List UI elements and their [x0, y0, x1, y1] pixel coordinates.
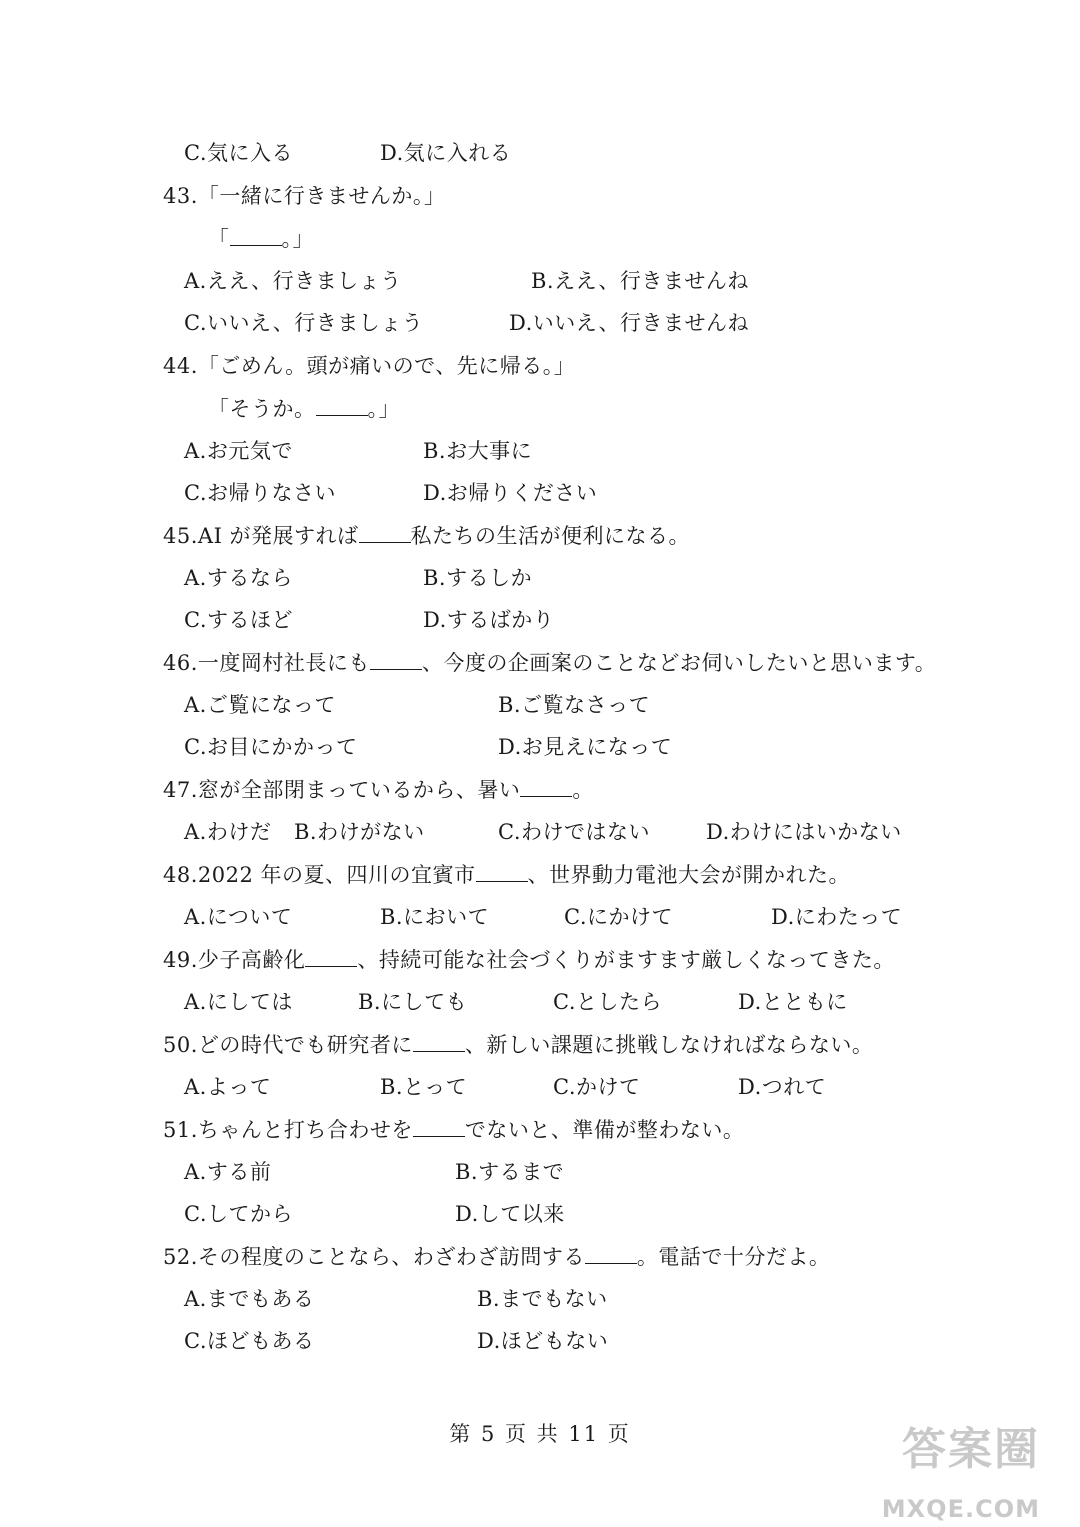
question-43-reply: 「 。」 — [208, 227, 314, 251]
question-48-stem: 48.2022 年の夏、四川の宜賓市 、世界動力電池大会が開かれた。 — [163, 863, 851, 887]
option-d: D.お見えになって — [498, 735, 673, 759]
option-b: B.お大事に — [423, 439, 533, 463]
option-a: A.について — [184, 905, 293, 929]
option-a: A.お元気で — [184, 439, 293, 463]
question-49-stem: 49.少子高齢化 、持続可能な社会づくりがますます厳しくなってきた。 — [163, 948, 895, 972]
option-a: A.ご覧になって — [184, 693, 336, 717]
option-c: C.いいえ、行きましょう — [184, 311, 424, 335]
option-b: B.にしても — [358, 990, 468, 1014]
option-a: A.ええ、行きましょう — [184, 269, 402, 293]
option-d: D.するばかり — [423, 608, 555, 632]
answer-blank — [359, 524, 411, 543]
watermark-logo — [860, 1413, 1040, 1523]
question-44-reply: 「そうか。 。」 — [208, 397, 400, 421]
option-d: D.つれて — [738, 1075, 827, 1099]
answer-blank — [585, 1245, 637, 1264]
option-d: D.とともに — [738, 990, 848, 1014]
option-b: B.とって — [380, 1075, 468, 1099]
question-45-stem: 45.AI が発展すれば 私たちの生活が便利になる。 — [163, 524, 691, 548]
option-d: D.いいえ、行きませんね — [509, 311, 750, 335]
option-b: B.ご覧なさって — [498, 693, 651, 717]
answer-blank — [316, 397, 368, 416]
option-d: D.わけにはいかない — [706, 820, 902, 844]
option-b: B.までもない — [477, 1287, 608, 1311]
option-a: A.にしては — [184, 990, 293, 1014]
option-a: A.するなら — [184, 566, 293, 590]
answer-blank — [476, 863, 528, 882]
answer-blank — [520, 778, 572, 797]
question-44-stem: 44.「ごめん。頭が痛いので、先に帰る。」 — [163, 354, 576, 378]
question-50-stem: 50.どの時代でも研究者に 、新しい課題に挑戦しなければならない。 — [163, 1033, 874, 1057]
question-46-stem: 46.一度岡村社長にも 、今度の企画案のことなどお伺いしたいと思います。 — [163, 651, 937, 675]
question-52-stem: 52.その程度のことなら、わざわざ訪問する 。電話で十分だよ。 — [163, 1245, 831, 1269]
option-c: C.かけて — [553, 1075, 641, 1099]
option-c: C.してから — [184, 1202, 293, 1226]
question-47-stem: 47.窓が全部閉まっているから、暑い 。 — [163, 778, 594, 802]
watermark-text: 答案圈 — [902, 1424, 1040, 1475]
option-c: C.としたら — [553, 990, 662, 1014]
option-d: D.して以来 — [455, 1202, 565, 1226]
option-b: B.するしか — [423, 566, 533, 590]
option-d: D.お帰りください — [423, 481, 598, 505]
option-b: B.において — [380, 905, 490, 929]
option-a: A.する前 — [184, 1160, 272, 1184]
option-c: C.お目にかかって — [184, 735, 358, 759]
option-a: A.までもある — [184, 1287, 315, 1311]
option-a: A.よって — [184, 1075, 272, 1099]
option-c: C.するほど — [184, 608, 293, 632]
question-43-stem: 43.「一緒に行きませんか。」 — [163, 184, 446, 208]
answer-blank — [370, 651, 422, 670]
option-a: A.わけだ — [184, 820, 272, 844]
answer-blank — [305, 948, 357, 967]
option-d: D.ほどもない — [477, 1329, 609, 1353]
question-51-stem: 51.ちゃんと打ち合わせを でないと、準備が整わない。 — [163, 1118, 745, 1142]
answer-blank — [413, 1118, 465, 1137]
option-c: C.わけではない — [498, 820, 650, 844]
option-b: B.わけがない — [294, 820, 425, 844]
option-b: B.するまで — [455, 1160, 565, 1184]
option-d: D.気に入れる — [380, 141, 512, 165]
option-c: C.お帰りなさい — [184, 481, 336, 505]
option-d: D.にわたって — [771, 905, 903, 929]
option-c: C.気に入る — [184, 141, 293, 165]
answer-blank — [230, 227, 282, 246]
page-number: 第 5 页 共 11 页 — [449, 1422, 631, 1446]
answer-blank — [413, 1033, 465, 1052]
option-c: C.にかけて — [564, 905, 673, 929]
watermark-url: MXQE.COM — [881, 1495, 1040, 1523]
option-c: C.ほどもある — [184, 1329, 315, 1353]
option-b: B.ええ、行きませんね — [531, 269, 749, 293]
